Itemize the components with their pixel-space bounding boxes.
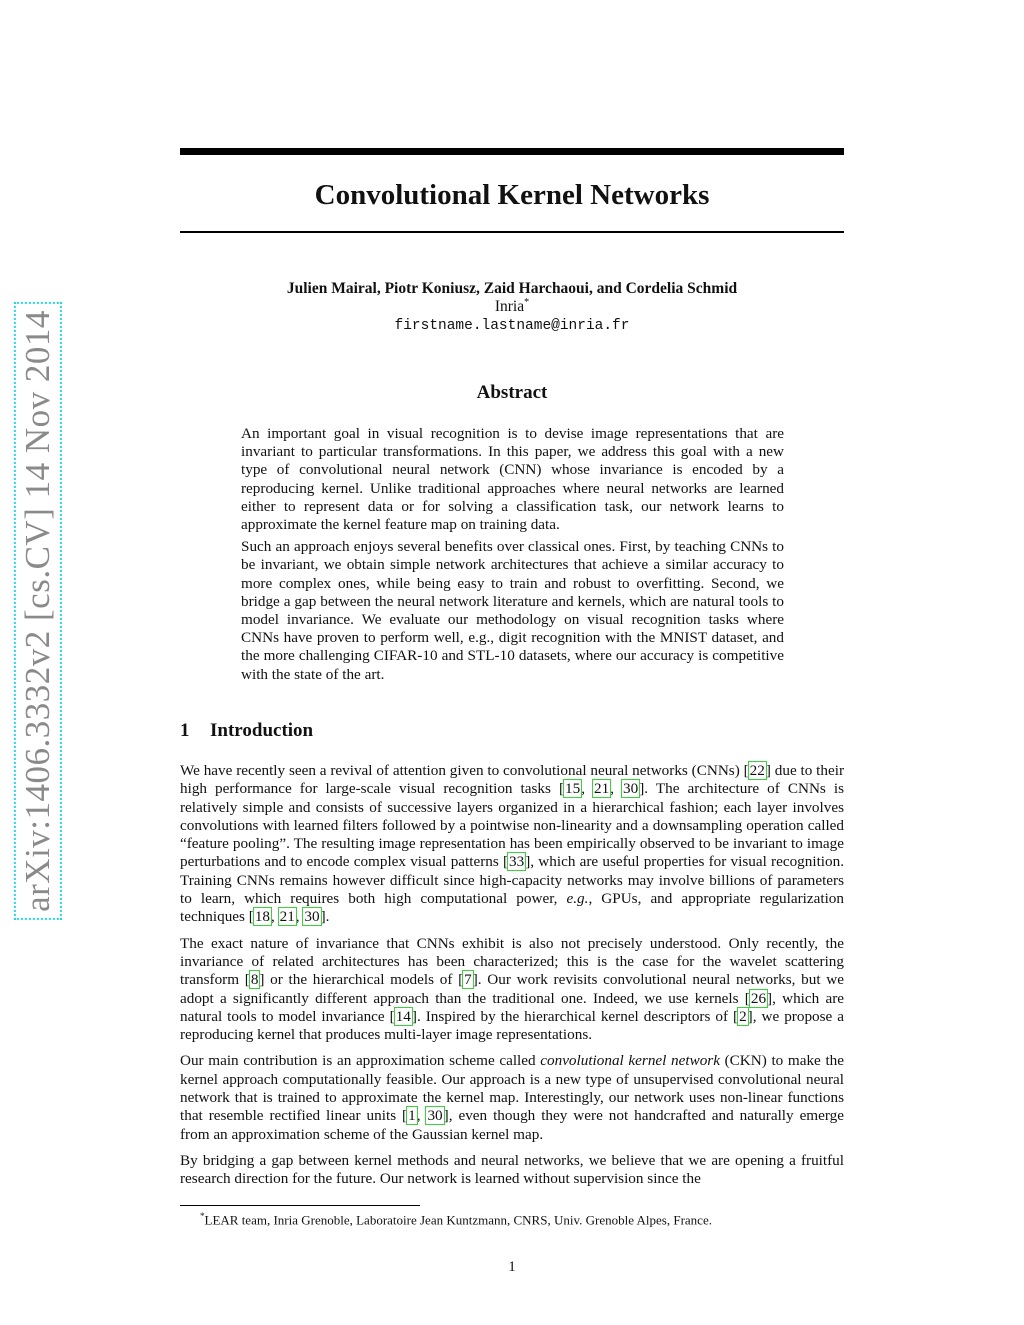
author-list: Julien Mairal, Piotr Koniusz, Zaid Harchaoui, and Cordelia Schmid [286,280,738,297]
footnote [180,1208,844,1228]
citation-link[interactable]: 2 [739,1007,747,1025]
abstract-paragraph: An important goal in visual recognition is to devise image representations that are invariant to particular transformations. In this paper, we address this goal with a new type of convolutional neural network (CNN) whose invariance is encoded by a reproducing kernel. Unlike traditional approaches where neural networks are learned either to represent data or for solving a classification task, our network learns to approximate the kernel feature map on training data. [241,425,784,534]
body-paragraph: By bridging a gap between kernel methods and neural networks, we believe that we are opening a fruitful research direction for the future. Our network is learned without supervision since the [180,1151,844,1188]
citation-link[interactable]: 18 [254,908,270,926]
citation-link[interactable]: 30 [304,908,320,926]
section-body [180,762,844,1197]
citation-link[interactable]: 21 [279,908,295,926]
citation-link[interactable]: 1 [408,1107,416,1125]
abstract [241,425,784,688]
section-number: 1 [180,720,190,741]
page-number: 1 [508,1259,516,1275]
body-paragraph: The exact nature of invariance that CNNs exhibit is also not precisely understood. Only recently, the invariance of related architectures has been characterized; this is the case for the wavelet scattering transform [8] or the hierarchical models of [7]. Our work revisits convolutional neural networks, but we adopt a significantly different approach than the traditional one. Indeed, we use kernels [26], which are natural tools to model invariance [14]. Inspired by the hierarchical kernel descriptors of [2], we propose a reproducing kernel that produces multi-layer image representations. [180,934,845,1044]
body-paragraph: Our main contribution is an approximation scheme called convolutional kernel network (CKN) to make the kernel approach computationally feasible. Our approach is a new type of unsupervised convolutional neural network that is trained to approximate the kernel map. Interestingly, our network uses non-linear functions that resemble rectified linear units [1, 30], even though they were not handcrafted and naturally emerge from an approximation scheme of the Gaussian kernel map. [180,1052,845,1143]
section-heading [180,719,844,743]
body-paragraph: We have recently seen a revival of attention given to convolutional neural networks (CNNs) [22] due to their high performance for large-scale visual recognition tasks [15, 21, 30]. The architecture of CNNs is relatively simple and consists of successive layers organized in a hierarchical fashion; each layer involves convolutions with learned filters followed by a pointwise non-linearity and a downsampling operation called “feature pooling”. The resulting image representation has been empirically observed to be invariant to image perturbations and to encode complex visual patterns [33], which are useful properties for visual recognition. Training CNNs remains however difficult since high-capacity networks may involve billions of parameters to learn, which requires both high computational power, e.g., GPUs, and appropriate regularization techniques [18, 21, 30]. [180,762,844,926]
title-bottom-rule [180,231,844,233]
abstract-heading: Abstract [476,382,548,403]
citation-link[interactable]: 8 [250,971,259,989]
citation-link[interactable]: 15 [565,780,581,798]
citation-link[interactable]: 7 [464,971,472,989]
title-top-rule [180,148,844,155]
affiliation-footnote-mark[interactable]: * [524,296,530,308]
affiliation-name: Inria [494,298,525,315]
citation-link[interactable]: 21 [594,780,610,798]
citation-link[interactable]: 26 [750,989,767,1007]
citation-link[interactable]: 22 [749,762,765,779]
footnote-text: LEAR team, Inria Grenoble, Laboratoire Jean Kuntzmann, CNRS, Univ. Grenoble Alpes, France. [204,1212,712,1228]
author-email: firstname.lastname@inria.fr [394,318,630,334]
footnote-mark: * [200,1211,205,1221]
footnote-rule [180,1205,420,1206]
arxiv-stamp[interactable] [14,310,62,912]
affiliation [180,297,844,317]
section-title: Introduction [210,720,314,741]
citation-link[interactable]: 30 [427,1107,443,1125]
citation-link[interactable]: 33 [509,853,525,871]
arxiv-stamp-text[interactable]: arXiv:1406.3332v2 [cs.CV] 14 Nov 2014 [18,306,58,916]
paper-title: Convolutional Kernel Networks [314,179,710,211]
citation-link[interactable]: 14 [395,1007,411,1025]
citation-link[interactable]: 30 [623,780,639,798]
abstract-paragraph: Such an approach enjoys several benefits over classical ones. First, by teaching CNNs to be invariant, we obtain simple network architectures that achieve a similar accuracy to more complex ones, while being easy to train and robust to overfitting. Second, we bridge a gap between the neural network literature and kernels, which are natural tools to model invariance. We evaluate our methodology on visual recognition tasks where CNNs have proven to perform well, e.g., digit recognition with the MNIST dataset, and the more challenging CIFAR-10 and STL-10 datasets, where our accuracy is competitive with the state of the art. [241,538,784,683]
